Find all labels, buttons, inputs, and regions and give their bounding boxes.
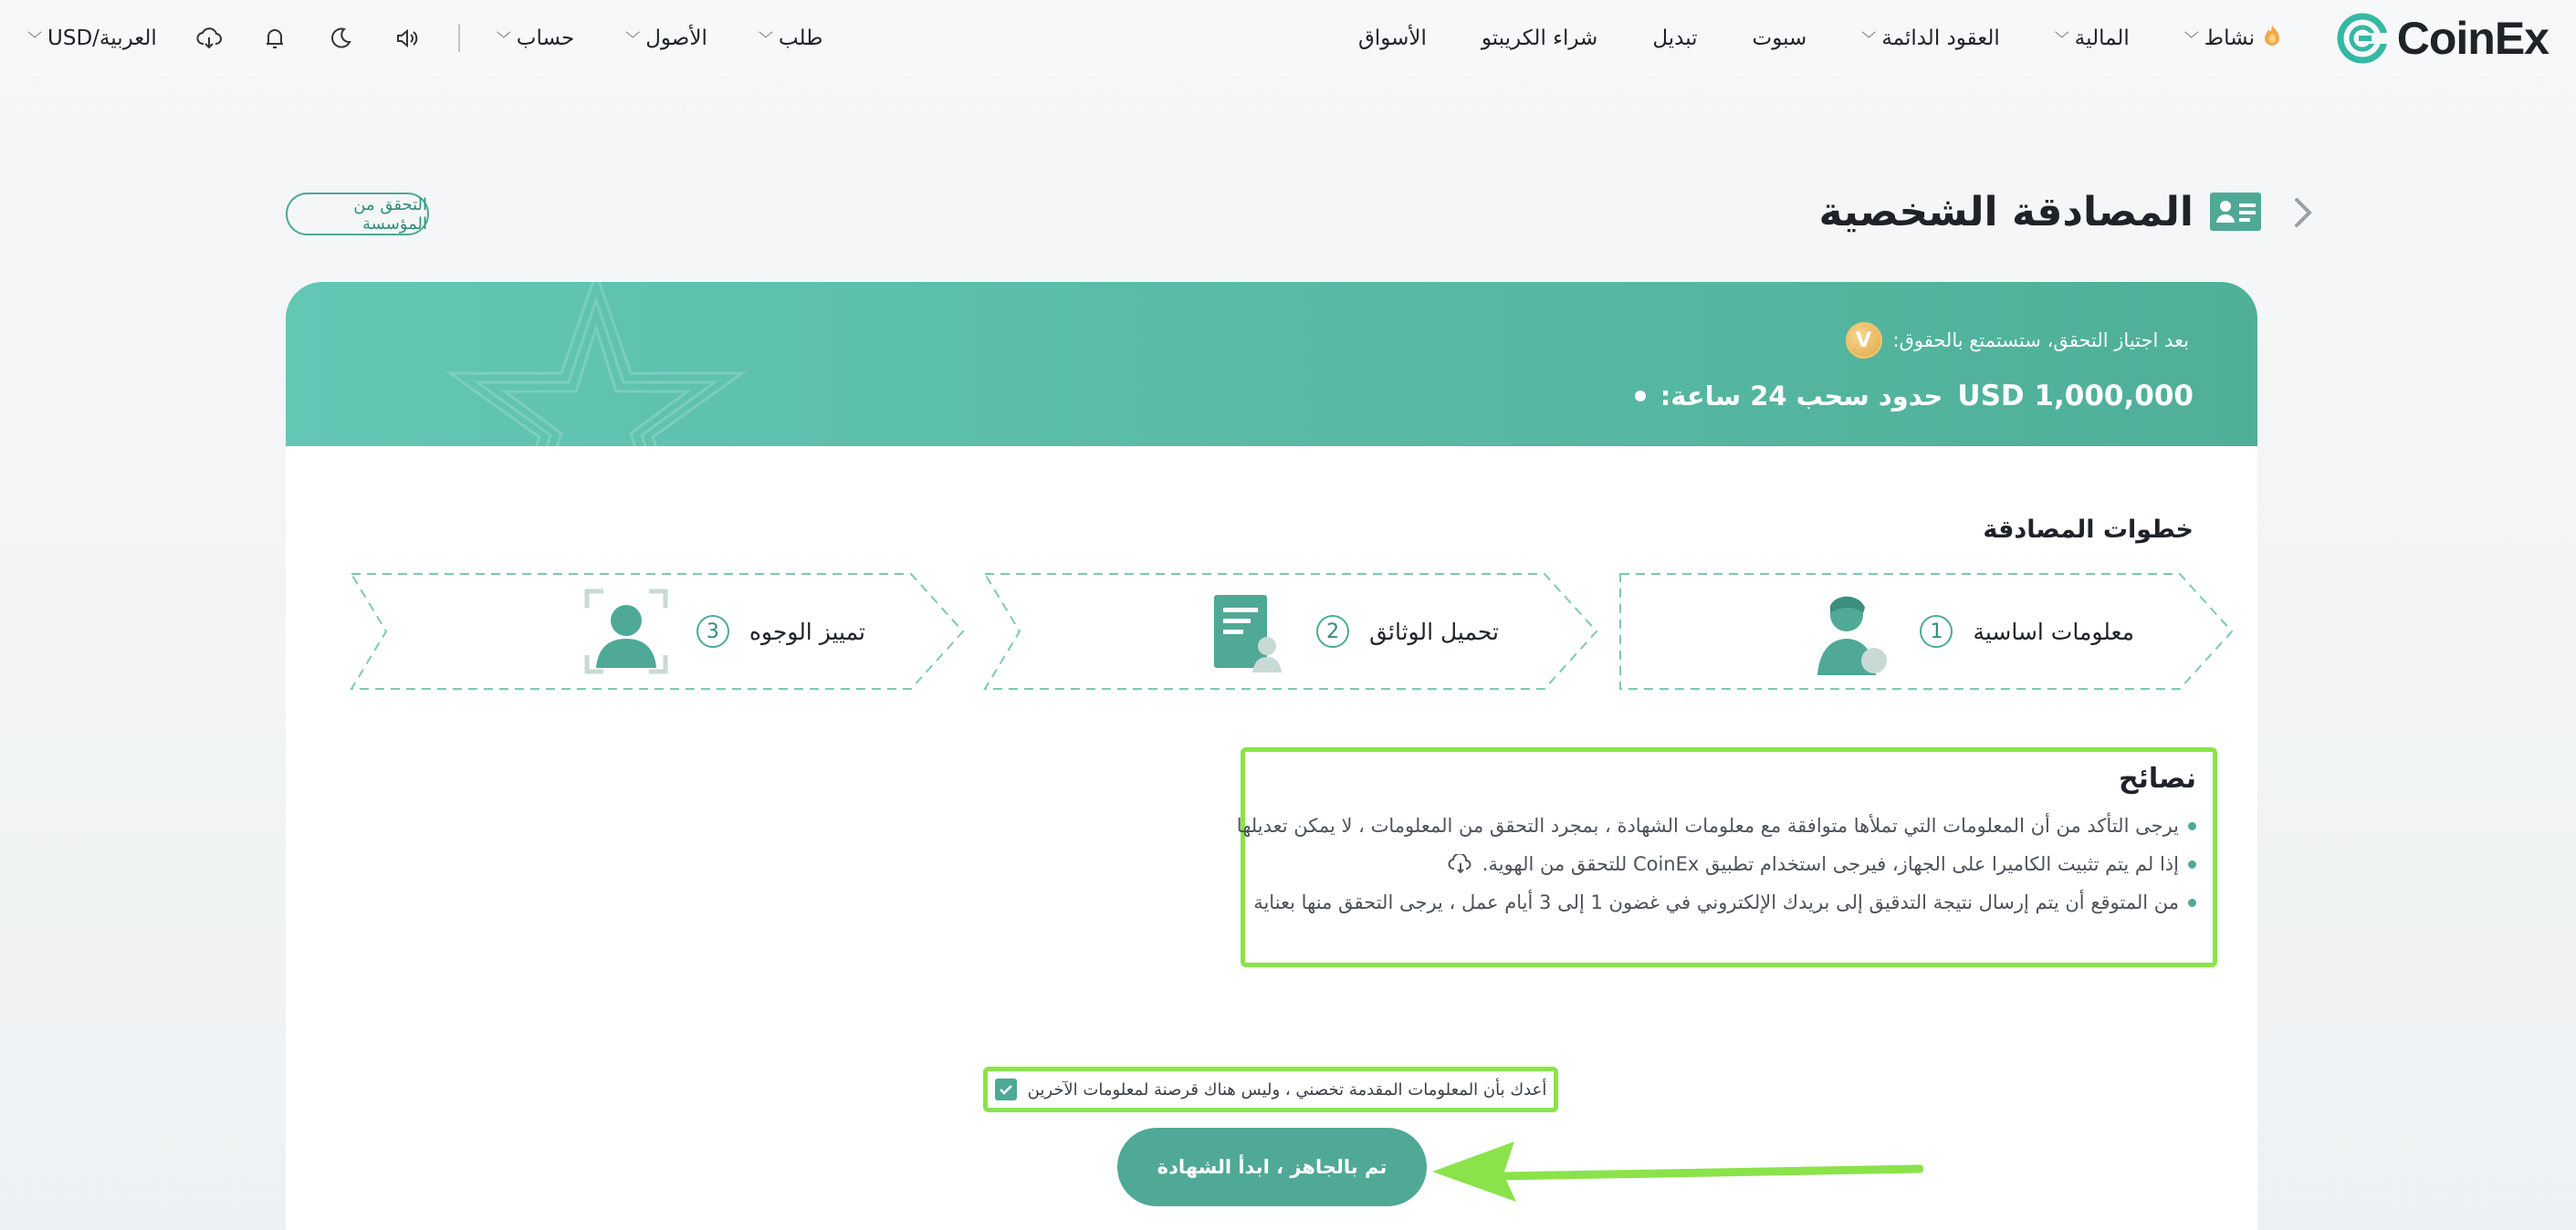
tip-item [1236, 815, 2196, 837]
step-label: معلومات اساسية [1973, 618, 2134, 645]
coinex-logo[interactable] [2337, 11, 2549, 66]
tip-item [1253, 891, 2196, 913]
tip-text: من المتوقع أن يتم إرسال نتيجة التدقيق إلى بريدك الإلكتروني في غضون 1 إلى 3 أيام عمل ، يرجى التحقق منها بعناية [1253, 891, 2179, 913]
fire-hand-icon [2260, 24, 2284, 53]
document-icon [1196, 586, 1296, 677]
nav-spot-label: سبوت [1752, 26, 1807, 50]
benefits-banner [286, 282, 2257, 446]
tip-text: يرجى التأكد من أن المعلومات التي تملأها متوافقة مع معلومات الشهادة ، بمجرد التحقق من المعلومات ، لا يمكن تعديلها [1236, 815, 2179, 837]
annotation-arrow-icon [1430, 1140, 1923, 1204]
sound-icon[interactable] [393, 25, 420, 52]
nav-finance[interactable] [2027, 26, 2157, 50]
nav-markets[interactable] [1331, 26, 1454, 50]
step-label: تحميل الوثائق [1369, 618, 1499, 645]
tips-section [1236, 747, 2217, 967]
step-upload-documents[interactable] [983, 572, 1599, 691]
nav-activity[interactable] [2157, 24, 2311, 53]
nav-futures-label: العقود الدائمة [1881, 26, 2000, 50]
nav-swap-label: تبديل [1652, 26, 1698, 50]
step-face-recognition[interactable] [350, 572, 966, 691]
nav-finance-label: المالية [2074, 26, 2130, 50]
institution-verification-button[interactable]: التحقق من المؤسسة [286, 193, 429, 235]
checkmark-icon [999, 1083, 1013, 1096]
page-title: المصادقة الشخصية [1818, 188, 2194, 235]
withdraw-limit [1635, 373, 2194, 419]
step-basic-info[interactable] [1618, 572, 2235, 691]
bullet-dot [2188, 860, 2196, 869]
nav-account[interactable] [497, 26, 574, 50]
nav-assets[interactable] [625, 26, 707, 50]
withdraw-limit-label: حدود سحب 24 ساعة: [1660, 380, 1943, 412]
agreement-row [983, 1067, 1558, 1112]
nav-futures[interactable] [1834, 26, 2026, 50]
main-nav [1331, 0, 2311, 77]
coinex-logo-icon [2337, 13, 2388, 64]
language-currency-selector[interactable] [27, 26, 157, 50]
step-number: 3 [696, 615, 729, 648]
nav-divider [458, 25, 460, 52]
back-button[interactable] [2289, 194, 2317, 231]
step-number: 2 [1316, 615, 1349, 648]
steps-title: خطوات المصادقة [1983, 516, 2194, 544]
language-currency-label: USD/العربية [47, 26, 157, 50]
moon-icon[interactable] [327, 25, 354, 52]
nav-buy-crypto-label: شراء الكريبتو [1481, 26, 1598, 50]
nav-markets-label: الأسواق [1357, 26, 1427, 50]
bell-icon[interactable] [261, 25, 288, 52]
id-card-icon [2210, 193, 2261, 231]
nav-buy-crypto[interactable] [1454, 26, 1625, 50]
nav-orders[interactable] [759, 26, 823, 50]
agreement-checkbox[interactable] [995, 1079, 1017, 1100]
app-download-icon[interactable] [1448, 854, 1473, 874]
step-content [576, 572, 865, 691]
bullet-dot [2188, 899, 2196, 907]
vip-badge-icon: V [1846, 322, 1882, 359]
chevron-down-icon: ﹀ [2183, 29, 2199, 47]
nav-spot[interactable] [1725, 26, 1835, 50]
tip-item [1262, 853, 2196, 875]
user-profile-icon [1799, 586, 1900, 677]
nav-activity-label: نشاط [2204, 26, 2255, 50]
agreement-text: أعدك بأن المعلومات المقدمة تخصني ، وليس هناك قرصنة لمعلومات الآخرين [1027, 1079, 1547, 1100]
chevron-down-icon: ﹀ [1861, 29, 1877, 47]
verification-steps [350, 572, 2194, 691]
chevron-down-icon: ﹀ [625, 29, 641, 47]
withdraw-limit-value: USD 1,000,000 [1957, 380, 2194, 412]
step-label: تمييز الوجوه [749, 618, 865, 645]
top-navbar [0, 0, 2576, 77]
step-content [1196, 572, 1499, 691]
star-decoration-icon [423, 282, 770, 446]
chevron-right-icon [2292, 196, 2314, 229]
chevron-down-icon: ﹀ [2054, 29, 2069, 47]
step-content [1799, 572, 2134, 691]
user-nav [27, 0, 822, 77]
download-icon[interactable] [195, 25, 223, 52]
tips-title: نصائح [2119, 763, 2196, 795]
bullet-dot [1635, 391, 1646, 401]
page-header [1819, 182, 2261, 241]
step-number: 1 [1920, 615, 1953, 648]
face-scan-icon [576, 586, 676, 677]
verification-card [286, 282, 2257, 1230]
nav-account-label: حساب [516, 26, 575, 50]
benefits-intro-text: بعد اجتياز التحقق، ستستمتع بالحقوق: [1892, 329, 2189, 351]
tip-text: إذا لم يتم تثبيت الكاميرا على الجهاز، فيرجى استخدام تطبيق CoinEx للتحقق من الهوية. [1482, 853, 2179, 875]
bullet-dot [2188, 822, 2196, 830]
nav-orders-label: طلب [778, 26, 823, 50]
chevron-down-icon: ﹀ [27, 29, 43, 47]
start-verification-button[interactable]: تم بالجاهز ، ابدأ الشهادة [1117, 1128, 1427, 1206]
nav-assets-label: الأصول [645, 26, 707, 50]
chevron-down-icon: ﹀ [758, 29, 773, 47]
logo-text: CoinEx [2396, 13, 2549, 64]
chevron-down-icon: ﹀ [496, 29, 511, 47]
benefits-intro [1846, 318, 2189, 362]
nav-swap[interactable] [1625, 26, 1724, 50]
